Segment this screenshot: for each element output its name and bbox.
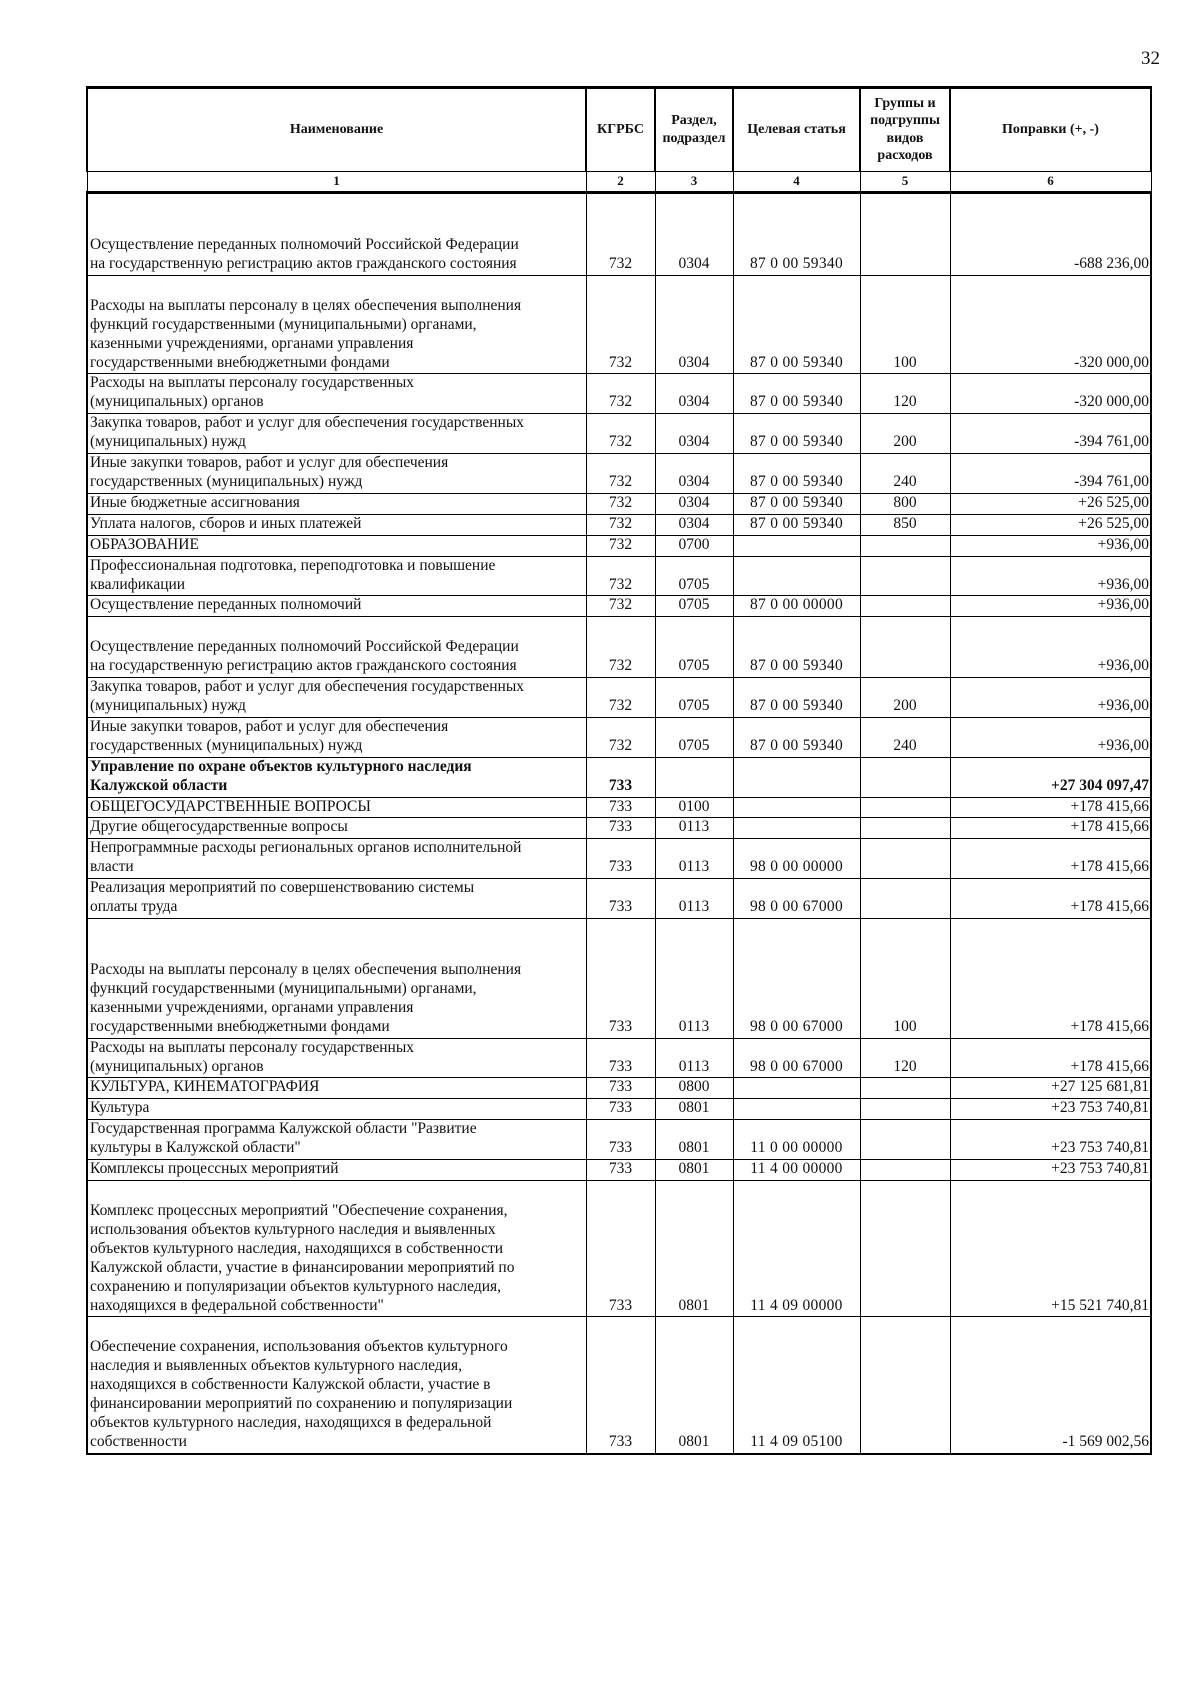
cell-section: 0800 [655, 1078, 733, 1099]
cell-name [87, 1099, 586, 1120]
table-row [87, 818, 1151, 839]
cell-group: 120 [860, 1038, 950, 1078]
cell-name [87, 818, 586, 839]
cell-amount: -394 761,00 [950, 414, 1151, 454]
cell-name-text: КУЛЬТУРА, КИНЕМАТОГРАФИЯ [90, 1078, 320, 1096]
budget-amendments-table [86, 86, 1152, 1455]
cell-kgrbs: 732 [586, 596, 655, 617]
table-row [87, 919, 1151, 1039]
table-body [87, 193, 1151, 1454]
cell-target: 11 4 00 00000 [733, 1160, 860, 1181]
cell-amount: +26 525,00 [950, 493, 1151, 514]
cell-kgrbs: 733 [586, 1099, 655, 1120]
cell-section: 0705 [655, 617, 733, 678]
cell-name-text: Управление по охране объектов культурного наследия Калужской области [90, 757, 472, 794]
cell-section: 0801 [655, 1317, 733, 1454]
cell-kgrbs: 733 [586, 797, 655, 818]
cell-name-text: Осуществление переданных полномочий [90, 596, 362, 614]
cell-section: 0304 [655, 275, 733, 374]
table-row [87, 275, 1151, 374]
cell-kgrbs: 733 [586, 1120, 655, 1160]
cell-kgrbs: 732 [586, 556, 655, 596]
cell-name [87, 514, 586, 535]
cell-section: 0113 [655, 879, 733, 919]
cell-name-text: Иные закупки товаров, работ и услуг для обеспечения государственных (муниципальных) нужд [90, 454, 449, 490]
table-row [87, 678, 1151, 718]
cell-name-text: Закупка товаров, работ и услуг для обеспечения государственных (муниципальных) нужд [90, 414, 525, 451]
cell-section: 0700 [655, 535, 733, 556]
cell-kgrbs: 733 [586, 1180, 655, 1316]
cell-name [87, 717, 586, 757]
cell-amount: +936,00 [950, 556, 1151, 596]
cell-amount: -320 000,00 [950, 374, 1151, 414]
cell-kgrbs: 732 [586, 193, 655, 276]
cell-target: 11 4 09 05100 [733, 1317, 860, 1454]
cell-name-text: Иные бюджетные ассигнования [90, 493, 300, 511]
cell-name [87, 275, 586, 374]
cell-group: 100 [860, 275, 950, 374]
column-number: 2 [586, 172, 655, 193]
cell-amount: -320 000,00 [950, 275, 1151, 374]
cell-amount: +178 415,66 [950, 919, 1151, 1039]
cell-name [87, 374, 586, 414]
cell-target: 87 0 00 59340 [733, 374, 860, 414]
cell-name [87, 596, 586, 617]
table-row [87, 839, 1151, 879]
cell-section: 0304 [655, 514, 733, 535]
cell-amount: +178 415,66 [950, 879, 1151, 919]
cell-section: 0705 [655, 678, 733, 718]
cell-group [860, 1180, 950, 1316]
cell-kgrbs: 732 [586, 678, 655, 718]
column-number: 5 [860, 172, 950, 193]
cell-amount: +936,00 [950, 717, 1151, 757]
cell-target [733, 535, 860, 556]
cell-target: 11 4 09 00000 [733, 1180, 860, 1316]
cell-section: 0304 [655, 454, 733, 494]
cell-group: 240 [860, 454, 950, 494]
cell-kgrbs: 732 [586, 454, 655, 494]
cell-kgrbs: 733 [586, 1317, 655, 1454]
cell-name-text: Комплексы процессных мероприятий [90, 1160, 339, 1178]
table-row [87, 1160, 1151, 1181]
cell-name-text: Расходы на выплаты персоналу в целях обеспечения выполнения функций государственными (муниципальными) органами, казенными учреждениями, органами управления государственными внебюджетными фондами [90, 961, 522, 1035]
cell-name [87, 678, 586, 718]
cell-group [860, 797, 950, 818]
column-number: 1 [87, 172, 586, 193]
cell-amount: +178 415,66 [950, 839, 1151, 879]
cell-name-text: ОБРАЗОВАНИЕ [90, 535, 199, 553]
cell-section: 0100 [655, 797, 733, 818]
cell-target [733, 1078, 860, 1099]
cell-name [87, 797, 586, 818]
table-row [87, 596, 1151, 617]
cell-kgrbs: 733 [586, 879, 655, 919]
cell-amount: +936,00 [950, 617, 1151, 678]
cell-name-text: Обеспечение сохранения, использования объектов культурного наследия и выявленных объектов культурного наследия, находящихся в собственности Калужской области, участие в финансировании мероприятий по сохранению и популяризации объектов культурного наследия, находящихся в федеральной собственности [90, 1338, 513, 1450]
cell-section: 0801 [655, 1120, 733, 1160]
table-row [87, 1038, 1151, 1078]
cell-name [87, 414, 586, 454]
cell-name [87, 1120, 586, 1160]
cell-target: 87 0 00 59340 [733, 678, 860, 718]
cell-section: 0801 [655, 1180, 733, 1316]
cell-name-text: Другие общегосударственные вопросы [90, 818, 348, 836]
cell-group [860, 1160, 950, 1181]
cell-target: 98 0 00 67000 [733, 919, 860, 1039]
cell-name [87, 1038, 586, 1078]
column-number: 6 [950, 172, 1151, 193]
cell-group [860, 879, 950, 919]
cell-name [87, 535, 586, 556]
cell-target [733, 818, 860, 839]
table-row [87, 617, 1151, 678]
cell-section: 0304 [655, 193, 733, 276]
cell-name [87, 839, 586, 879]
cell-name [87, 757, 586, 797]
table-row [87, 879, 1151, 919]
cell-section: 0113 [655, 818, 733, 839]
cell-amount: +23 753 740,81 [950, 1160, 1151, 1181]
cell-kgrbs: 733 [586, 818, 655, 839]
cell-name [87, 1180, 586, 1316]
table-row [87, 374, 1151, 414]
table-row [87, 556, 1151, 596]
cell-section: 0304 [655, 414, 733, 454]
cell-group [860, 556, 950, 596]
cell-name [87, 493, 586, 514]
cell-target [733, 556, 860, 596]
cell-amount: +23 753 740,81 [950, 1120, 1151, 1160]
cell-name-text: Осуществление переданных полномочий Российской Федерации на государственную регистрацию актов гражданского состояния [90, 236, 519, 272]
table-row [87, 535, 1151, 556]
cell-group [860, 1120, 950, 1160]
cell-name-text: Комплекс процессных мероприятий "Обеспечение сохранения, использования объектов культурного наследия и выявленных объектов культурного наследия, находящихся в собственности Калужской области, участие в финансировании мероприятий по сохранению и популяризации объектов культурного наследия, находящихся в федеральной собственности" [90, 1201, 515, 1314]
header-section: Раздел, подраздел [655, 88, 733, 172]
cell-target: 87 0 00 59340 [733, 193, 860, 276]
cell-name-text: Реализация мероприятий по совершенствованию системы оплаты труда [90, 879, 475, 916]
cell-name [87, 879, 586, 919]
cell-amount: +27 125 681,81 [950, 1078, 1151, 1099]
header-amendments: Поправки (+, -) [950, 88, 1151, 172]
page-number: 32 [1141, 48, 1160, 69]
cell-target: 87 0 00 59340 [733, 275, 860, 374]
column-number: 4 [733, 172, 860, 193]
cell-name [87, 919, 586, 1039]
cell-target: 87 0 00 59340 [733, 414, 860, 454]
cell-name-text: Закупка товаров, работ и услуг для обеспечения государственных (муниципальных) нужд [90, 678, 525, 715]
table-row [87, 797, 1151, 818]
cell-section: 0801 [655, 1160, 733, 1181]
table-row [87, 1317, 1151, 1454]
cell-kgrbs: 732 [586, 717, 655, 757]
cell-section: 0705 [655, 556, 733, 596]
cell-name [87, 617, 586, 678]
cell-group: 100 [860, 919, 950, 1039]
cell-kgrbs: 733 [586, 1038, 655, 1078]
cell-target: 98 0 00 67000 [733, 879, 860, 919]
cell-name-text: Государственная программа Калужской области "Развитие культуры в Калужской области" [90, 1120, 477, 1157]
cell-name-text: Культура [90, 1099, 150, 1117]
cell-name-text: Непрограммные расходы региональных органов исполнительной власти [90, 839, 522, 876]
header-kgrbs: КГРБС [586, 88, 655, 172]
cell-name-text: Расходы на выплаты персоналу в целях обеспечения выполнения функций государственными (муниципальными) органами, казенными учреждениями, органами управления государственными внебюджетными фондами [90, 296, 522, 371]
cell-target: 87 0 00 59340 [733, 514, 860, 535]
cell-kgrbs: 732 [586, 493, 655, 514]
cell-target: 87 0 00 59340 [733, 617, 860, 678]
cell-name [87, 1317, 586, 1454]
cell-group [860, 818, 950, 839]
cell-target: 87 0 00 59340 [733, 493, 860, 514]
cell-name-text: Расходы на выплаты персоналу государственных (муниципальных) органов [90, 374, 414, 411]
cell-section: 0801 [655, 1099, 733, 1120]
cell-target: 11 0 00 00000 [733, 1120, 860, 1160]
cell-kgrbs: 732 [586, 374, 655, 414]
cell-name [87, 1160, 586, 1181]
table-row [87, 193, 1151, 276]
cell-section: 0113 [655, 1038, 733, 1078]
table-row [87, 454, 1151, 494]
cell-amount: +23 753 740,81 [950, 1099, 1151, 1120]
header-name: Наименование [87, 88, 586, 172]
cell-section: 0113 [655, 919, 733, 1039]
column-number: 3 [655, 172, 733, 193]
cell-kgrbs: 733 [586, 919, 655, 1039]
cell-group [860, 596, 950, 617]
cell-section: 0304 [655, 493, 733, 514]
cell-name [87, 454, 586, 494]
cell-group [860, 1317, 950, 1454]
cell-amount: +936,00 [950, 678, 1151, 718]
cell-target [733, 757, 860, 797]
cell-amount: +15 521 740,81 [950, 1180, 1151, 1316]
table-row [87, 414, 1151, 454]
cell-kgrbs: 732 [586, 617, 655, 678]
cell-group: 240 [860, 717, 950, 757]
cell-group [860, 757, 950, 797]
cell-target: 98 0 00 00000 [733, 839, 860, 879]
cell-section: 0113 [655, 839, 733, 879]
cell-section: 0304 [655, 374, 733, 414]
cell-target: 87 0 00 00000 [733, 596, 860, 617]
cell-name-text: ОБЩЕГОСУДАРСТВЕННЫЕ ВОПРОСЫ [90, 797, 371, 815]
cell-group: 200 [860, 414, 950, 454]
table-row [87, 757, 1151, 797]
cell-kgrbs: 732 [586, 275, 655, 374]
cell-group: 800 [860, 493, 950, 514]
table-row [87, 514, 1151, 535]
cell-group [860, 617, 950, 678]
cell-group [860, 1099, 950, 1120]
cell-target: 87 0 00 59340 [733, 717, 860, 757]
cell-section: 0705 [655, 717, 733, 757]
cell-name-text: Иные закупки товаров, работ и услуг для обеспечения государственных (муниципальных) нужд [90, 717, 449, 754]
cell-amount: +27 304 097,47 [950, 757, 1151, 797]
cell-kgrbs: 733 [586, 757, 655, 797]
table-row [87, 717, 1151, 757]
table-row [87, 493, 1151, 514]
cell-target: 98 0 00 67000 [733, 1038, 860, 1078]
cell-group: 850 [860, 514, 950, 535]
cell-target [733, 1099, 860, 1120]
table-row [87, 1180, 1151, 1316]
cell-amount: -394 761,00 [950, 454, 1151, 494]
cell-amount: +936,00 [950, 535, 1151, 556]
cell-name-text: Уплата налогов, сборов и иных платежей [90, 514, 362, 532]
table-row [87, 1120, 1151, 1160]
cell-group: 200 [860, 678, 950, 718]
cell-amount: +178 415,66 [950, 1038, 1151, 1078]
cell-name-text: Осуществление переданных полномочий Российской Федерации на государственную регистрацию актов гражданского состояния [90, 638, 519, 675]
table-row [87, 1078, 1151, 1099]
cell-target [733, 797, 860, 818]
cell-group: 120 [860, 374, 950, 414]
cell-kgrbs: 733 [586, 839, 655, 879]
cell-name [87, 193, 586, 276]
cell-amount: +26 525,00 [950, 514, 1151, 535]
cell-name-text: Профессиональная подготовка, переподготовка и повышение квалификации [90, 556, 496, 593]
cell-amount: -688 236,00 [950, 193, 1151, 276]
cell-group [860, 839, 950, 879]
cell-target: 87 0 00 59340 [733, 454, 860, 494]
cell-group [860, 535, 950, 556]
header-groups: Группы и подгруппы видов расходов [860, 88, 950, 172]
cell-kgrbs: 732 [586, 414, 655, 454]
cell-kgrbs: 732 [586, 535, 655, 556]
cell-amount: +178 415,66 [950, 818, 1151, 839]
table-row [87, 1099, 1151, 1120]
cell-kgrbs: 733 [586, 1160, 655, 1181]
cell-section: 0705 [655, 596, 733, 617]
cell-kgrbs: 732 [586, 514, 655, 535]
cell-amount: +936,00 [950, 596, 1151, 617]
cell-name [87, 556, 586, 596]
cell-kgrbs: 733 [586, 1078, 655, 1099]
header-target: Целевая статья [733, 88, 860, 172]
cell-name [87, 1078, 586, 1099]
cell-amount: -1 569 002,56 [950, 1317, 1151, 1454]
cell-group [860, 193, 950, 276]
cell-name-text: Расходы на выплаты персоналу государственных (муниципальных) органов [90, 1038, 414, 1075]
cell-section [655, 757, 733, 797]
cell-amount: +178 415,66 [950, 797, 1151, 818]
cell-group [860, 1078, 950, 1099]
